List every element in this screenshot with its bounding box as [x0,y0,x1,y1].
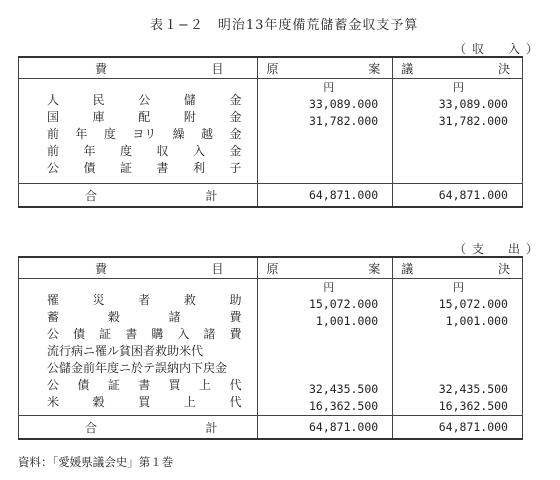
expenditure-item-row: 公 債 証 書 購 入 諸 費 [47,327,242,341]
income-item-row: 国 庫 配 附 金 [47,110,242,124]
income-decision-value: 31,782.000 [438,114,508,128]
income-decision-value [393,147,508,164]
expenditure-decision-value [393,347,508,364]
expenditure-total-draft: 64,871.000 [258,416,393,440]
expenditure-draft-value [258,347,378,364]
table-title: 表１−２ 明治13年度備荒儲蓄金収支予算 [150,18,419,33]
expenditure-decision-value: 1,001.000 [445,314,508,328]
expenditure-item-row: 蓄 穀 諸 費 [47,310,242,324]
expenditure-draft-value: 15,072.000 [308,297,379,311]
expenditure-draft-cell: 円 15,072.000 1,001.000 32,435.500 16,362.500 [258,279,393,416]
expenditure-decision-value: 32,435.500 [438,382,508,396]
income-item-row: 人 民 公 儲 金 [47,93,242,107]
income-decision-value [393,164,508,181]
income-draft-value [258,130,378,147]
income-total-decision: 64,871.000 [393,184,523,208]
income-table [18,56,523,208]
expenditure-draft-value: 1,001.000 [315,314,379,328]
header-decision: 議 決 [393,57,523,79]
income-draft-value [258,147,378,164]
expenditure-items-cell [19,279,258,416]
income-draft-cell: 円 33,089.000 31,782.000 [258,79,393,184]
header-item: 費 目 [19,57,258,79]
expenditure-item-row: 公儲金前年度ニ於テ誤納内下戻金 [47,361,228,375]
expenditure-table [18,256,523,440]
expenditure-decision-cell: 円 15,072.000 1,001.000 32,435.500 16,362.500 [393,279,523,416]
income-items-cell [19,79,258,184]
source-note: 資料：「愛媛県議会史」第１巻 [18,455,174,469]
income-draft-value: 31,782.000 [308,114,379,128]
expenditure-decision-value: 15,072.000 [438,297,508,311]
income-item-row: 前 年 度 収 入 金 [47,144,242,158]
expenditure-decision-value [393,330,508,347]
income-decision-value: 33,089.000 [438,97,508,111]
expenditure-draft-value [258,330,378,347]
expenditure-unit-label: （支 出） [454,242,545,256]
income-draft-value [258,164,378,181]
header-decision: 議 決 [393,257,523,279]
income-item-row: 前 年 度 ヨリ 繰 越 金 [47,127,242,141]
expenditure-draft-value: 32,435.500 [308,382,379,396]
income-draft-value: 33,089.000 [308,97,379,111]
expenditure-item-row: 流行病ニ罹ル貧困者救助米代 [47,344,204,358]
expenditure-item-row: 罹 災 者 救 助 [47,293,242,307]
income-decision-cell: 円 33,089.000 31,782.000 [393,79,523,184]
income-decision-value [393,130,508,147]
income-total-label: 合 計 [19,184,258,208]
expenditure-total-label: 合 計 [19,416,258,440]
expenditure-total-decision: 64,871.000 [393,416,523,440]
income-total-draft: 64,871.000 [258,184,393,208]
expenditure-item-row: 米 穀 買 上 代 [47,395,242,409]
header-item: 費 目 [19,257,258,279]
expenditure-draft-value: 16,362.500 [308,399,379,413]
income-unit-label: （収 入） [454,42,545,56]
expenditure-decision-value [393,364,508,381]
expenditure-decision-value: 16,362.500 [438,399,508,413]
income-item-row: 公 債 証 書 利 子 [47,161,242,175]
header-draft: 原 案 [258,57,393,79]
header-draft: 原 案 [258,257,393,279]
expenditure-item-row: 公 債 証 書 買 上 代 [47,378,242,392]
expenditure-draft-value [258,364,378,381]
